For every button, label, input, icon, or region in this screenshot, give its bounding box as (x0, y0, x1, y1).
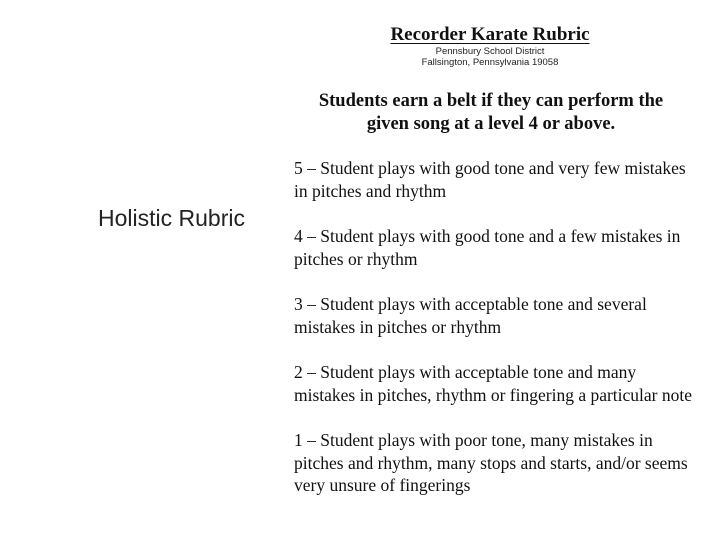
rubric-level-4: 4 – Student plays with good tone and a few mistakes in pitches or rhythm (294, 226, 681, 269)
rubric-level-3: 3 – Student plays with acceptable tone and several mistakes in pitches or rhythm (294, 294, 647, 337)
rubric-intro: Students earn a belt if they can perform the given song at a level 4 or above. (318, 91, 664, 134)
rubric-location: Fallsington, Pennsylvania 19058 (421, 57, 559, 68)
rubric-district: Pennsbury School District (435, 46, 545, 57)
rubric-level-1: 1 – Student plays with poor tone, many mistakes in pitches and rhythm, many stops and starts, and/or seems very unsure of fingerings (294, 430, 688, 495)
rubric-level-list (294, 157, 694, 497)
rubric-level-2: 2 – Student plays with acceptable tone and many mistakes in pitches, rhythm or fingering a particular note (294, 362, 693, 405)
slide-label: Holistic Rubric (98, 205, 245, 231)
rubric-header (365, 24, 615, 68)
rubric-title: Recorder Karate Rubric (390, 24, 590, 45)
rubric-level-5: 5 – Student plays with good tone and very few mistakes in pitches and rhythm (294, 158, 686, 201)
